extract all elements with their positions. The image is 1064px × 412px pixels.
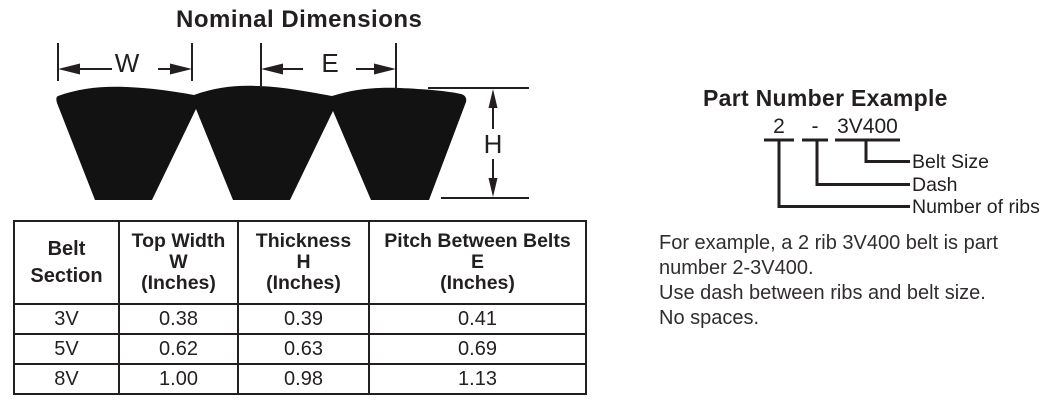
header-line: W (169, 251, 188, 273)
cell-pitch: 0.69 (369, 334, 586, 364)
header-line: Belt (47, 237, 86, 260)
e-dimension-label: E (321, 48, 339, 78)
part-number-belt-size-value: 3V400 (837, 115, 898, 138)
header-line: Section (30, 264, 103, 287)
cell-belt-section: 8V (14, 364, 119, 394)
notes-line: No spaces. (659, 307, 760, 329)
cell-pitch: 0.41 (369, 304, 586, 334)
h-dimension-label: H (476, 129, 510, 159)
col-header-pitch-between-belts (369, 221, 586, 304)
cell-belt-section: 5V (14, 334, 119, 364)
header-line: Top Width (131, 230, 226, 252)
part-number-dash-value: - (811, 115, 819, 138)
table-row-5v (14, 334, 586, 364)
w-dimension-label: W (114, 48, 140, 78)
callout-dash: Dash (912, 174, 958, 196)
belt-cross-section-shape (56, 86, 466, 200)
cell-pitch: 1.13 (369, 364, 586, 394)
notes-line: For example, a 2 rib 3V400 belt is part (659, 232, 999, 254)
cell-belt-section: 3V (14, 304, 119, 334)
part-number-example-title: Part Number Example (703, 85, 948, 111)
header-line: (Inches) (440, 272, 515, 294)
callout-belt-size: Belt Size (912, 151, 989, 173)
header-line: H (296, 251, 311, 273)
cell-thickness: 0.39 (238, 304, 369, 334)
nominal-dimensions-title: Nominal Dimensions (176, 6, 423, 33)
cell-thickness: 0.63 (238, 334, 369, 364)
col-header-thickness (238, 221, 369, 304)
header-line: Pitch Between Belts (384, 230, 571, 252)
table-row-8v (14, 364, 586, 394)
table-row-3v (14, 304, 586, 334)
header-line: Thickness (255, 230, 352, 252)
callout-number-of-ribs: Number of ribs (912, 196, 1040, 218)
col-header-top-width (119, 221, 238, 304)
belt-dimensions-table (13, 220, 587, 395)
cell-top-width: 1.00 (119, 364, 238, 394)
notes-line: Use dash between ribs and belt size. (659, 282, 986, 304)
cell-top-width: 0.38 (119, 304, 238, 334)
cell-thickness: 0.98 (238, 364, 369, 394)
table-header-row (14, 221, 586, 304)
header-line: (Inches) (141, 272, 216, 294)
cell-top-width: 0.62 (119, 334, 238, 364)
header-line: E (470, 251, 484, 273)
part-number-callout-lines (764, 140, 910, 207)
col-header-belt-section (14, 221, 119, 304)
part-number-ribs-value: 2 (773, 115, 785, 138)
notes-line: number 2-3V400. (659, 257, 814, 279)
part-number-notes (659, 231, 998, 331)
header-line: (Inches) (266, 272, 341, 294)
